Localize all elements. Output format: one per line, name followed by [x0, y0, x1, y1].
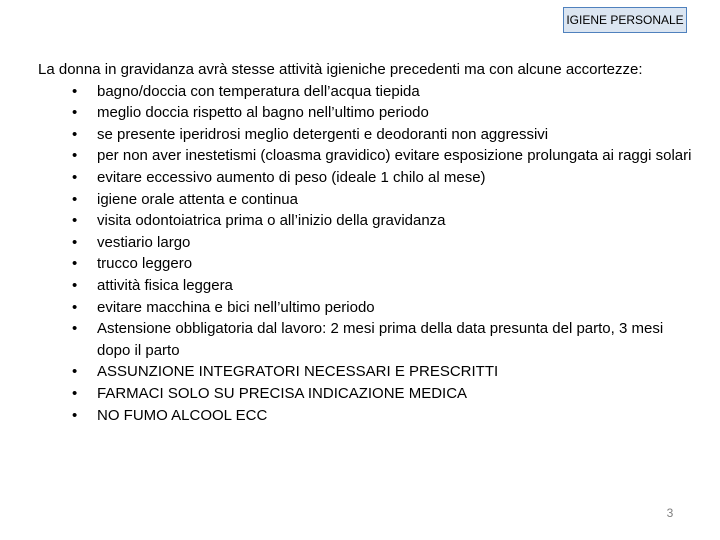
- list-item: [72, 102, 698, 124]
- list-item-text: evitare eccessivo aumento di peso (ideale 1 chilo al mese): [97, 168, 486, 186]
- bullet-icon: •: [72, 255, 78, 273]
- list-item-text: NO FUMO ALCOOL ECC: [97, 406, 268, 424]
- bullet-icon: •: [72, 168, 78, 186]
- list-item-text: visita odontoiatrica prima o all’inizio della gravidanza: [97, 212, 446, 230]
- bullet-icon: •: [72, 82, 78, 100]
- list-item: [72, 145, 698, 167]
- list-item-text: trucco leggero: [97, 255, 193, 273]
- intro-text: La donna in gravidanza avrà stesse attività igieniche precedenti ma con alcune accortezze:: [38, 61, 643, 78]
- list-item-text: meglio doccia rispetto al bagno nell’ultimo periodo: [97, 104, 429, 122]
- bullet-icon: •: [72, 147, 78, 165]
- list-item: [72, 124, 698, 146]
- list-item-text: attività fisica leggera: [97, 276, 233, 294]
- list-item-text: evitare macchina e bici nell’ultimo periodo: [97, 298, 375, 316]
- bullet-icon: •: [72, 384, 78, 402]
- list-item-text: Astensione obbligatoria dal lavoro: 2 mesi prima della data presunta del parto, 3 mesi dopo il parto: [97, 320, 664, 359]
- list-item: [72, 81, 698, 103]
- bullet-icon: •: [72, 298, 78, 316]
- list-item: [72, 167, 698, 189]
- bullet-icon: •: [72, 104, 78, 122]
- list-item-text: se presente iperidrosi meglio detergenti e deodoranti non aggressivi: [97, 125, 549, 143]
- list-item: [72, 189, 698, 211]
- list-item: [72, 297, 698, 319]
- bullet-icon: •: [72, 212, 78, 230]
- list-item: [72, 275, 698, 297]
- list-item-text: per non aver inestetismi (cloasma gravidico) evitare esposizione prolungata ai raggi solari: [97, 147, 692, 165]
- bullet-icon: •: [72, 125, 78, 143]
- bullet-icon: •: [72, 406, 78, 424]
- slide-body: [38, 59, 698, 426]
- list-item-text: FARMACI SOLO SU PRECISA INDICAZIONE MEDICA: [97, 384, 468, 402]
- list-item-text: ASSUNZIONE INTEGRATORI NECESSARI E PRESCRITTI: [97, 363, 499, 381]
- list-item: [72, 405, 698, 427]
- list-item-text: bagno/doccia con temperatura dell’acqua tiepida: [97, 82, 420, 100]
- slide-title: IGIENE PERSONALE: [563, 7, 687, 33]
- bullet-list: [38, 81, 698, 427]
- bullet-icon: •: [72, 363, 78, 381]
- bullet-icon: •: [72, 276, 78, 294]
- bullet-icon: •: [72, 233, 78, 251]
- list-item: [72, 318, 698, 361]
- bullet-icon: •: [72, 320, 78, 338]
- list-item-text: vestiario largo: [97, 233, 191, 251]
- list-item-text: igiene orale attenta e continua: [97, 190, 298, 208]
- bullet-icon: •: [72, 190, 78, 208]
- list-item: [72, 232, 698, 254]
- page-number: 3: [666, 506, 674, 520]
- list-item: [72, 383, 698, 405]
- list-item: [72, 210, 698, 232]
- list-item: [72, 253, 698, 275]
- list-item: [72, 361, 698, 383]
